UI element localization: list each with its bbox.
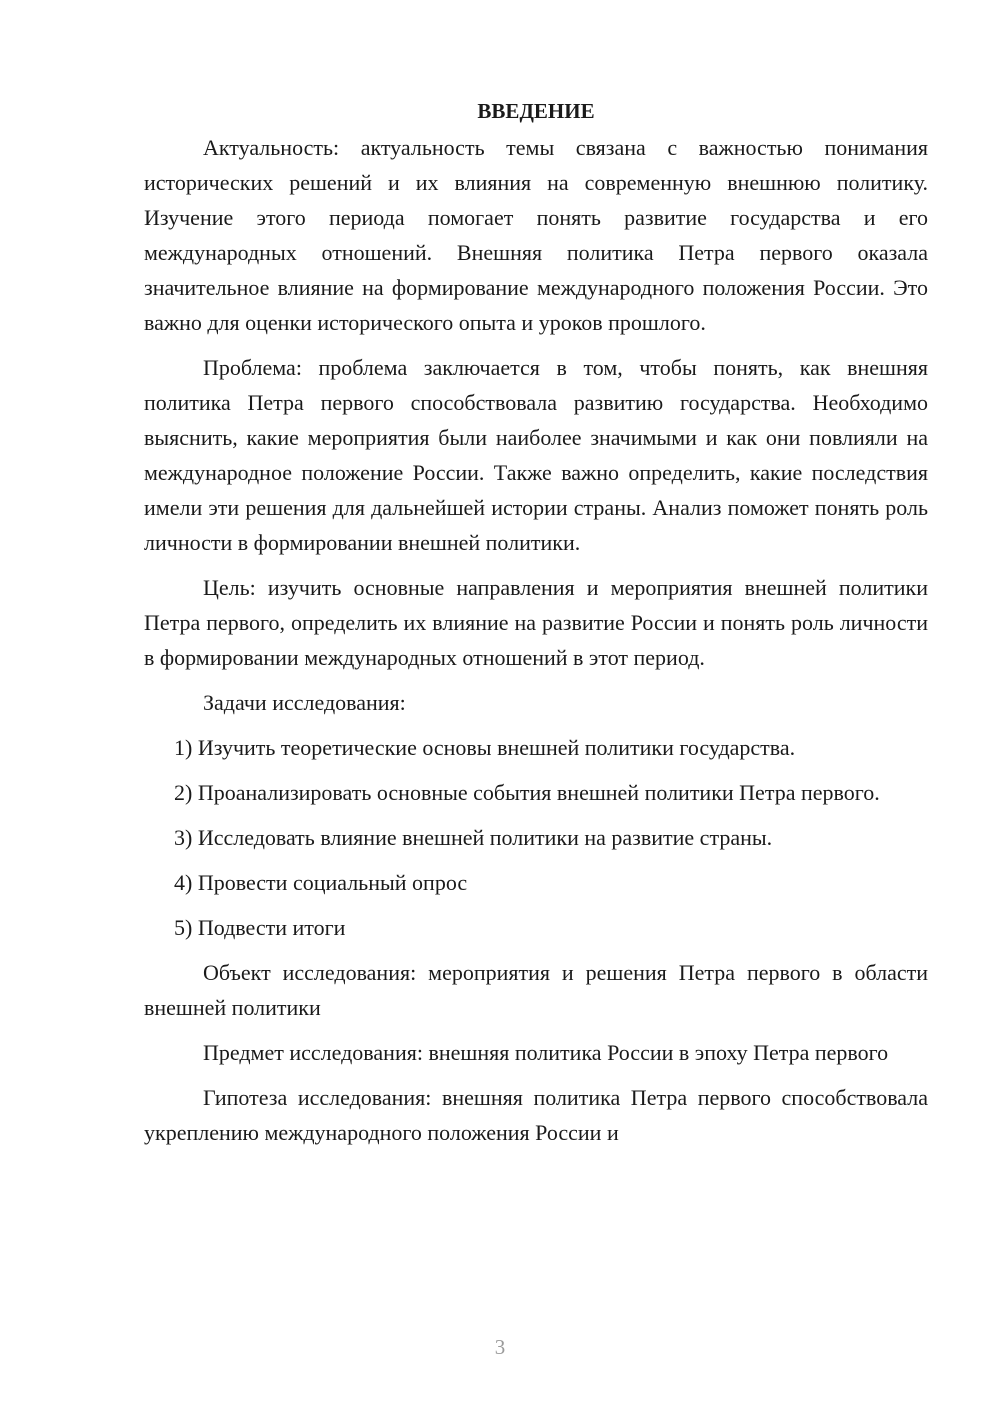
page-number: 3 xyxy=(494,1335,506,1359)
goal-paragraph: Цель: изучить основные направления и мероприятия внешней политики Петра первого, определить их влияние на развитие России и понять роль личности в формировании международных отношений в этот период. xyxy=(144,575,928,670)
task-item-3: 3) Исследовать влияние внешней политики на развитие страны. xyxy=(174,825,773,850)
object-paragraph: Объект исследования: мероприятия и решения Петра первого в области внешней политики xyxy=(144,960,928,1020)
hypothesis-paragraph: Гипотеза исследования: внешняя политика Петра первого способствовала укреплению международного положения России и xyxy=(144,1085,928,1145)
problem-paragraph: Проблема: проблема заключается в том, чтобы понять, как внешняя политика Петра первого способствовала развитию государства. Необходимо выяснить, какие мероприятия были наиболее значимыми и как они повлияли на международное положение России. Также важно определить, какие последствия имели эти решения для дальнейшей истории страны. Анализ поможет понять роль личности в формировании внешней политики. xyxy=(144,355,928,555)
relevance-paragraph: Актуальность: актуальность темы связана с важностью понимания исторических решений и их влияния на современную внешнюю политику. Изучение этого периода помогает понять развитие государства и его международных отношений. Внешняя политика Петра первого оказала значительное влияние на формирование международного положения России. Это важно для оценки исторического опыта и уроков прошлого. xyxy=(144,135,928,335)
task-item-1: 1) Изучить теоретические основы внешней политики государства. xyxy=(174,735,796,760)
subject-paragraph: Предмет исследования: внешняя политика России в эпоху Петра первого xyxy=(203,1040,889,1065)
task-item-2: 2) Проанализировать основные события внешней политики Петра первого. xyxy=(174,780,880,805)
task-item-5: 5) Подвести итоги xyxy=(174,915,346,940)
task-item-4: 4) Провести социальный опрос xyxy=(174,870,468,895)
page-content xyxy=(144,96,928,1160)
tasks-intro: Задачи исследования: xyxy=(203,690,406,715)
section-heading: ВВЕДЕНИЕ xyxy=(477,99,595,123)
